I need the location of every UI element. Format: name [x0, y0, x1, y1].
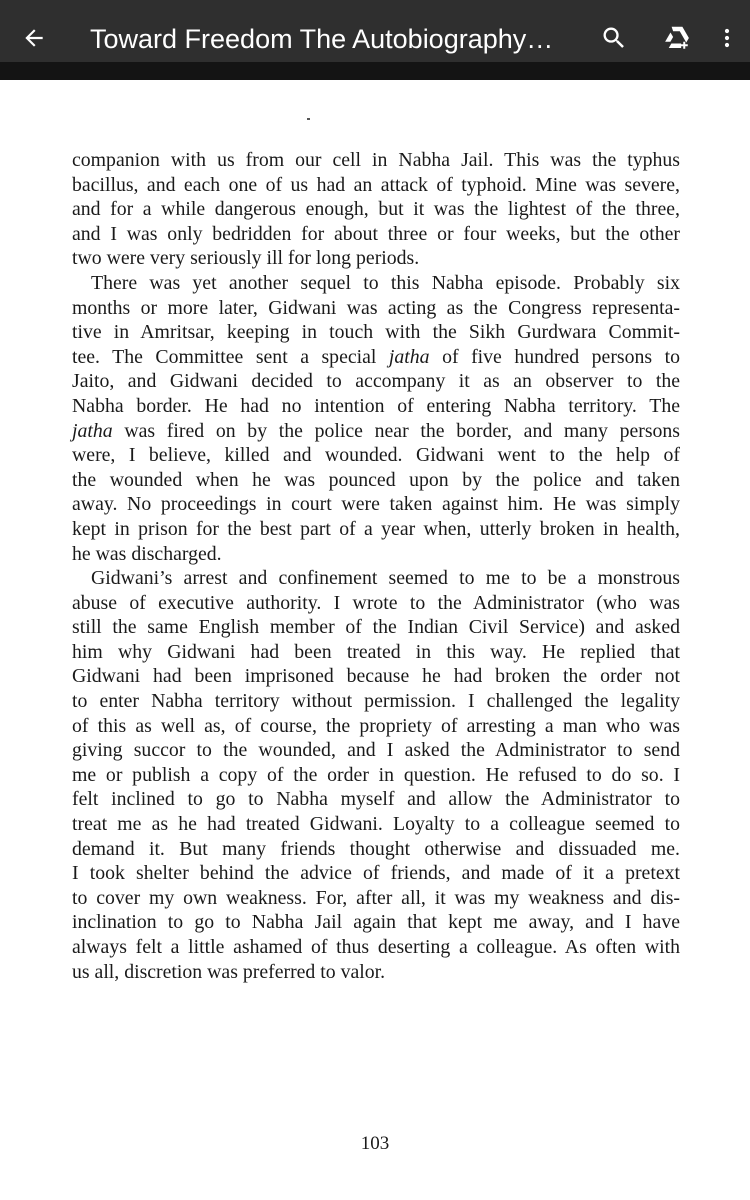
- text-line: me or publish a copy of the order in question. He refused to do so. I: [72, 763, 680, 786]
- app-bar-shadow: [0, 62, 750, 80]
- text-segment: of five hundred persons to: [429, 345, 680, 368]
- app-bar: [0, 0, 750, 80]
- text-line: to enter Nabha territory without permission. I challenged the legality: [72, 690, 680, 713]
- text-line: and for a while dangerous enough, but it was the lightest of the three,: [72, 198, 680, 221]
- text-line: Gidwani’s arrest and confinement seemed to me to be a monstrous: [91, 567, 680, 590]
- book-title: Toward Freedom The Autobiography…: [90, 24, 554, 54]
- text-line: treat me as he had treated Gidwani. Loyalty to a colleague seemed to: [72, 813, 680, 836]
- scan-speck: [307, 118, 310, 120]
- text-line: and I was only bedridden for about three or four weeks, but the other: [72, 222, 680, 245]
- add-to-drive-button[interactable]: [657, 18, 697, 58]
- text-line: were, I believe, killed and wounded. Gidwani went to the help of: [72, 444, 680, 467]
- back-arrow-icon: [21, 25, 47, 51]
- text-line: still the same English member of the Indian Civil Service) and asked: [72, 616, 680, 639]
- italic-word: jatha: [72, 419, 113, 442]
- text-line: he was discharged.: [72, 542, 222, 565]
- search-icon: [600, 24, 628, 52]
- text-line: abuse of executive authority. I wrote to the Administrator (who was: [72, 591, 680, 614]
- text-line: felt inclined to go to Nabha myself and allow the Administrator to: [72, 788, 680, 811]
- text-line: Jaito, and Gidwani decided to accompany it as an observer to the: [72, 370, 680, 393]
- more-vert-icon: [715, 24, 739, 52]
- search-button[interactable]: [594, 18, 634, 58]
- text-line: giving succor to the wounded, and I asked the Administrator to send: [72, 739, 680, 762]
- book-page[interactable]: [0, 80, 750, 1200]
- text-line: Nabha border. He had no intention of entering Nabha territory. The: [72, 394, 680, 417]
- more-options-button[interactable]: [712, 18, 742, 58]
- text-line: [72, 345, 680, 370]
- text-line: always felt a little ashamed of thus deserting a colleague. As often with: [72, 936, 680, 958]
- back-button[interactable]: [14, 18, 54, 58]
- text-line: There was yet another sequel to this Nabha episode. Probably six: [91, 271, 680, 294]
- text-line: companion with us from our cell in Nabha Jail. This was the typhus: [72, 149, 680, 171]
- text-line: months or more later, Gidwani was acting as the Congress representa-: [72, 296, 680, 319]
- text-line: demand it. But many friends thought otherwise and dissuaded me.: [72, 837, 680, 860]
- text-line: him why Gidwani had been treated in this way. He replied that: [72, 640, 680, 663]
- page-number: 103: [360, 1133, 390, 1154]
- italic-word: jatha: [388, 345, 430, 368]
- text-segment: was fired on by the police near the border, and many persons: [112, 419, 680, 442]
- drive-add-icon: [662, 23, 692, 53]
- text-line: the wounded when he was pounced upon by the police and taken: [72, 468, 680, 491]
- text-line: us all, discretion was preferred to valor.: [72, 960, 386, 983]
- text-line: kept in prison for the best part of a year when, utterly broken in health,: [72, 517, 680, 540]
- text-segment: tee. The Committee sent a special: [72, 345, 389, 368]
- text-line: Gidwani had been imprisoned because he had broken the order not: [72, 665, 680, 688]
- text-line: tive in Amritsar, keeping in touch with the Sikh Gurdwara Commit-: [72, 321, 680, 344]
- text-line: of this as well as, of course, the propriety of arresting a man who was: [72, 714, 680, 737]
- text-line: away. No proceedings in court were taken against him. He was simply: [72, 493, 680, 516]
- text-line: I took shelter behind the advice of friends, and made of it a pretext: [72, 862, 680, 885]
- text-line: to cover my own weakness. For, after all, it was my weakness and dis-: [72, 886, 680, 909]
- page-text: [72, 148, 680, 984]
- text-line: [72, 419, 680, 444]
- text-line: inclination to go to Nabha Jail again that kept me away, and I have: [72, 911, 680, 934]
- text-line: bacillus, and each one of us had an attack of typhoid. Mine was severe,: [72, 173, 680, 196]
- text-line: two were very seriously ill for long periods.: [72, 247, 420, 270]
